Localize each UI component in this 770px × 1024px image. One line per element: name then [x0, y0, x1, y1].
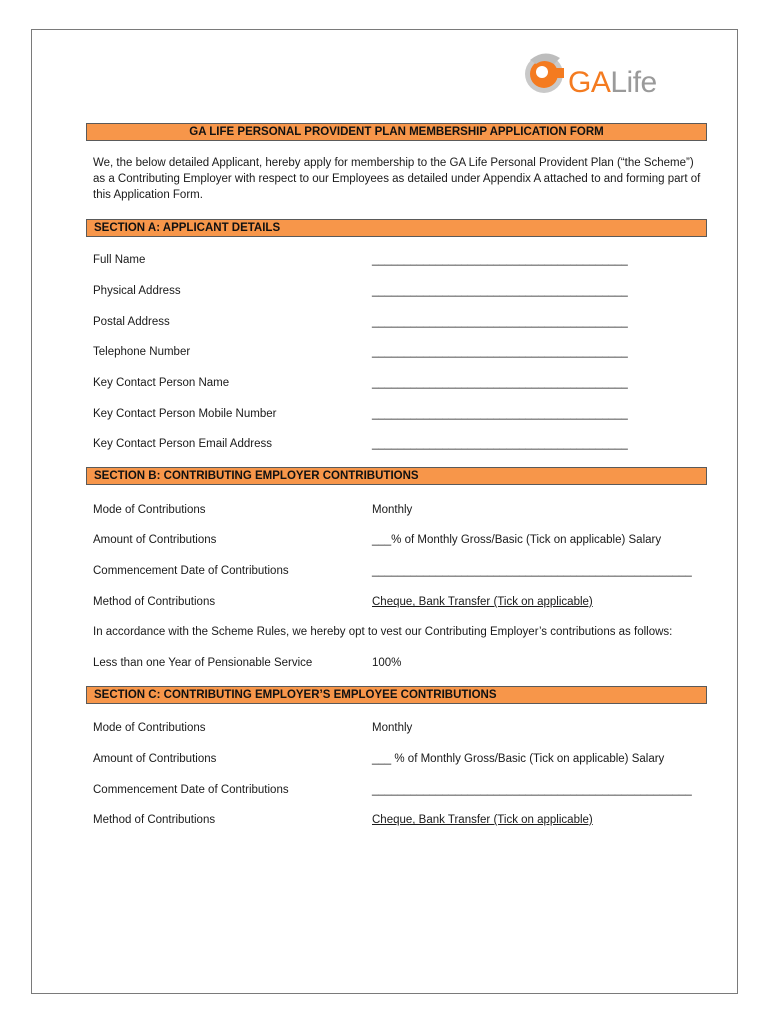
ga-life-logo [520, 50, 700, 106]
full-name-field[interactable]: ________________________________________ [372, 254, 628, 266]
section-c-commencement-field[interactable]: __________________________________________________ [372, 784, 692, 796]
section-a-label-physical-address: Physical Address [93, 285, 181, 297]
section-a-label-postal-address: Postal Address [93, 316, 170, 328]
section-b-label-mode: Mode of Contributions [93, 504, 206, 516]
section-c-label-commencement: Commencement Date of Contributions [93, 784, 289, 796]
section-b-method-field[interactable]: Cheque, Bank Transfer (Tick on applicable) [372, 596, 593, 608]
section-a-header [86, 219, 707, 237]
contact-name-field[interactable]: ________________________________________ [372, 377, 628, 389]
section-a-heading: SECTION A: APPLICANT DETAILS [94, 222, 281, 234]
vesting-value: 100% [372, 657, 402, 669]
telephone-field[interactable]: ________________________________________ [372, 346, 628, 358]
section-c-amount-field[interactable]: ___ % of Monthly Gross/Basic (Tick on applicable) Salary [372, 753, 665, 765]
section-a-label-telephone: Telephone Number [93, 346, 191, 358]
section-c-label-amount: Amount of Contributions [93, 753, 217, 765]
section-b-label-method: Method of Contributions [93, 596, 216, 608]
section-a-label-contact-name: Key Contact Person Name [93, 377, 230, 389]
section-a-label-contact-email: Key Contact Person Email Address [93, 438, 272, 450]
section-a-label-contact-mobile: Key Contact Person Mobile Number [93, 408, 277, 420]
section-c-header [86, 686, 707, 704]
contact-mobile-field[interactable]: ________________________________________ [372, 408, 628, 420]
section-c-label-mode: Mode of Contributions [93, 722, 206, 734]
section-c-heading: SECTION C: CONTRIBUTING EMPLOYER’S EMPLOYEE CONTRIBUTIONS [94, 689, 497, 701]
section-b-heading: SECTION B: CONTRIBUTING EMPLOYER CONTRIBUTIONS [94, 470, 419, 482]
physical-address-field[interactable]: ________________________________________ [372, 285, 628, 297]
section-c-label-method: Method of Contributions [93, 814, 216, 826]
section-b-label-amount: Amount of Contributions [93, 534, 217, 546]
contact-email-field[interactable]: ________________________________________ [372, 438, 628, 450]
vesting-label: Less than one Year of Pensionable Service [93, 657, 313, 669]
section-b-header [86, 467, 707, 485]
section-b-mode-value: Monthly [372, 504, 413, 516]
form-title: GA LIFE PERSONAL PROVIDENT PLAN MEMBERSHIP APPLICATION FORM [189, 126, 604, 138]
section-a-label-full-name: Full Name [93, 254, 146, 266]
section-c-method-field[interactable]: Cheque, Bank Transfer (Tick on applicable) [372, 814, 593, 826]
postal-address-field[interactable]: ________________________________________ [372, 316, 628, 328]
section-b-label-commencement: Commencement Date of Contributions [93, 565, 289, 577]
section-b-amount-field[interactable]: ___% of Monthly Gross/Basic (Tick on applicable) Salary [372, 534, 662, 546]
section-b-commencement-field[interactable]: __________________________________________________ [372, 565, 692, 577]
intro-paragraph: We, the below detailed Applicant, hereby apply for membership to the GA Life Personal Provident Plan (“the Scheme”) as a Contributing Employer with respect to our Employees as detailed under Appendix A attached to and forming part of this Application Form. [93, 157, 701, 201]
logo-ga-text: GA [568, 66, 611, 99]
logo-wordmark [568, 68, 657, 98]
logo-life-text: Life [610, 66, 657, 99]
vesting-statement: In accordance with the Scheme Rules, we hereby opt to vest our Contributing Employer’s contributions as follows: [93, 626, 673, 638]
form-title-bar [86, 123, 707, 141]
section-c-mode-value: Monthly [372, 722, 413, 734]
